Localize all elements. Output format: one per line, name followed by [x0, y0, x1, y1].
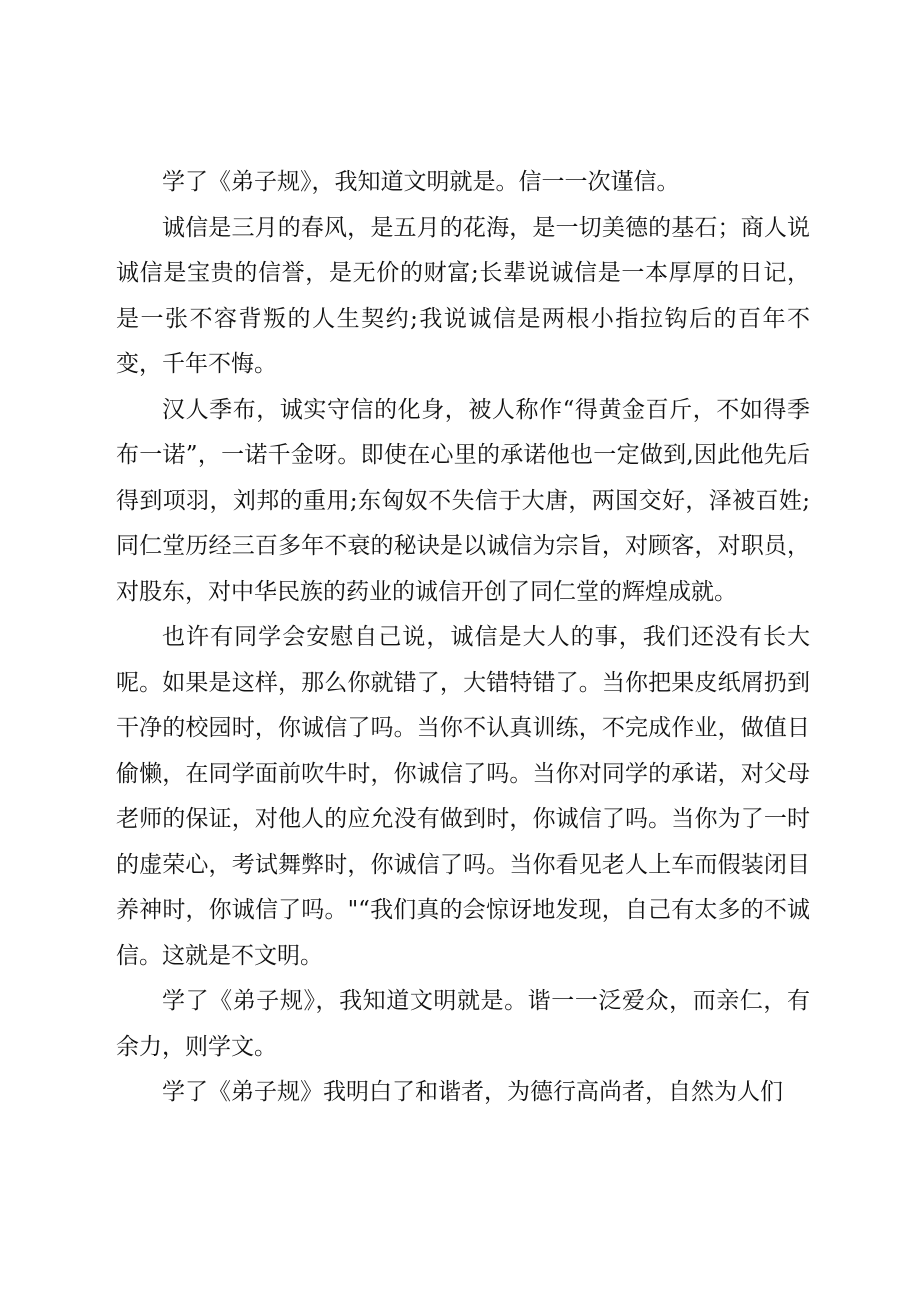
paragraph-3: 汉人季布，诚实守信的化身，被人称作“得黄金百斤，不如得季布一诺”，一诺千金呀。即使在心里的承诺他也一定做到,因此他先后得到项羽，刘邦的重用;东匈奴不失信于大唐，两国交好，泽被百姓;同仁堂历经三百多年不衰的秘诀是以诚信为宗旨，对顾客，对职员，对股东，对中华民族的药业的诚信开创了同仁堂的辉煌成就。: [116, 396, 810, 605]
paragraph-2: 诚信是三月的春风，是五月的花海，是一切美德的基石；商人说诚信是宝贵的信誉，是无价的财富;长辈说诚信是一本厚厚的日记，是一张不容背叛的人生契约;我说诚信是两根小指拉钩后的百年不变，千年不悔。: [116, 214, 810, 377]
paragraph-5: 学了《弟子规》，我知道文明就是。谐一一泛爱众，而亲仁，有余力，则学文。: [116, 988, 810, 1060]
paragraph-4: 也许有同学会安慰自己说，诚信是大人的事，我们还没有长大呢。如果是这样，那么你就错了，大错特错了。当你把果皮纸屑扔到干净的校园时，你诚信了吗。当你不认真训练，不完成作业，做值日偷懒，在同学面前吹牛时，你诚信了吗。当你对同学的承诺，对父母老师的保证，对他人的应允没有做到时，你诚信了吗。当你为了一时的虚荣心，考试舞弊时，你诚信了吗。当你看见老人上车而假装闭目养神时，你诚信了吗。"“我们真的会惊讶地发现，自己有太多的不诚信。这就是不文明。: [116, 624, 810, 969]
paragraph-6: 学了《弟子规》我明白了和谐者，为德行高尚者，自然为人们: [162, 1079, 783, 1105]
document-body: [116, 160, 810, 1116]
paragraph-1: 学了《弟子规》，我知道文明就是。信一一次谨信。: [162, 169, 680, 195]
